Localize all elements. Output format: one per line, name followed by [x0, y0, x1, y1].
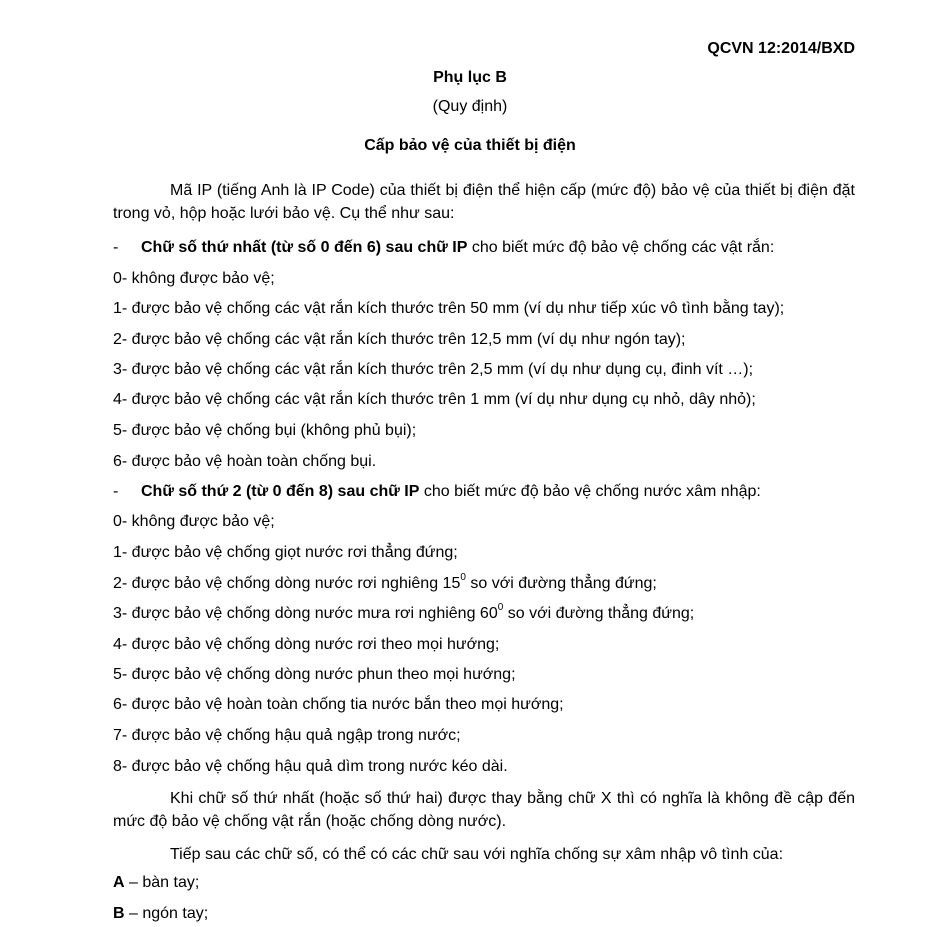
second-digit-item: 4- được bảo vệ chống dòng nước rơi theo mọi hướng; — [113, 636, 500, 653]
bullet-dash: - — [113, 483, 119, 500]
first-digit-item: 4- được bảo vệ chống các vật rắn kích thước trên 1 mm (ví dụ như dụng cụ nhỏ, dây nhỏ); — [113, 391, 756, 408]
letter-text: – ngón tay; — [124, 905, 209, 922]
bullet-dash: - — [113, 239, 119, 256]
item-text: 2- được bảo vệ chống dòng nước rơi nghiêng 15 — [113, 575, 461, 592]
first-digit-heading — [113, 238, 855, 258]
x-note-paragraph: Khi chữ số thứ nhất (hoặc số thứ hai) được thay bằng chữ X thì có nghĩa là không đề cập đến mức độ bảo vệ chống vật rắn (hoặc chống dòng nước). — [113, 790, 855, 830]
second-digit-rest: cho biết mức độ bảo vệ chống nước xâm nhập: — [419, 483, 761, 500]
first-digit-item: 3- được bảo vệ chống các vật rắn kích thước trên 2,5 mm (ví dụ như dụng cụ, đinh vít …); — [113, 361, 754, 378]
first-digit-bold: Chữ số thứ nhất (từ số 0 đến 6) sau chữ IP — [141, 239, 468, 256]
second-digit-item — [113, 604, 855, 624]
first-digit-item: 0- không được bảo vệ; — [113, 270, 275, 287]
first-digit-item: 5- được bảo vệ chống bụi (không phủ bụi); — [113, 422, 417, 439]
item-text: so với đường thẳng đứng; — [503, 605, 695, 622]
second-digit-item: 6- được bảo vệ hoàn toàn chống tia nước bắn theo mọi hướng; — [113, 696, 564, 713]
letters-intro-paragraph: Tiếp sau các chữ số, có thể có các chữ sau với nghĩa chống sự xâm nhập vô tình của: — [170, 846, 784, 863]
first-digit-rest: cho biết mức độ bảo vệ chống các vật rắn: — [467, 239, 775, 256]
letter-text: – bàn tay; — [124, 874, 200, 891]
first-digit-item: 6- được bảo vệ hoàn toàn chống bụi. — [113, 453, 377, 470]
letter-key: A — [113, 874, 125, 891]
letter-item — [113, 904, 855, 924]
second-digit-item: 5- được bảo vệ chống dòng nước phun theo mọi hướng; — [113, 666, 516, 683]
standard-code: QCVN 12:2014/BXD — [707, 40, 855, 57]
letter-key: B — [113, 905, 125, 922]
second-digit-item: 8- được bảo vệ chống hậu quả dìm trong nước kéo dài. — [113, 758, 508, 775]
appendix-note: (Quy định) — [432, 98, 508, 115]
second-digit-item — [113, 574, 855, 594]
first-digit-item: 2- được bảo vệ chống các vật rắn kích thước trên 12,5 mm (ví dụ như ngón tay); — [113, 331, 686, 348]
appendix-title: Phụ lục B — [433, 69, 507, 86]
second-digit-bold: Chữ số thứ 2 (từ 0 đến 8) sau chữ IP — [141, 483, 420, 500]
second-digit-item: 7- được bảo vệ chống hậu quả ngập trong nước; — [113, 727, 461, 744]
degree-superscript: 0 — [460, 572, 466, 583]
second-digit-heading — [113, 482, 855, 502]
first-digit-item: 1- được bảo vệ chống các vật rắn kích thước trên 50 mm (ví dụ như tiếp xúc vô tình bằng tay); — [113, 300, 785, 317]
letter-item — [113, 873, 855, 893]
item-text: so với đường thẳng đứng; — [465, 575, 657, 592]
item-text: 3- được bảo vệ chống dòng nước mưa rơi nghiêng 60 — [113, 605, 498, 622]
second-digit-item: 0- không được bảo vệ; — [113, 513, 275, 530]
intro-paragraph: Mã IP (tiếng Anh là IP Code) của thiết bị điện thể hiện cấp (mức độ) bảo vệ của thiết bị điện đặt trong vỏ, hộp hoặc lưới bảo vệ. Cụ thể như sau: — [113, 182, 855, 222]
appendix-heading: Cấp bảo vệ của thiết bị điện — [364, 137, 576, 154]
second-digit-item: 1- được bảo vệ chống giọt nước rơi thẳng đứng; — [113, 544, 458, 561]
degree-superscript: 0 — [497, 602, 504, 613]
